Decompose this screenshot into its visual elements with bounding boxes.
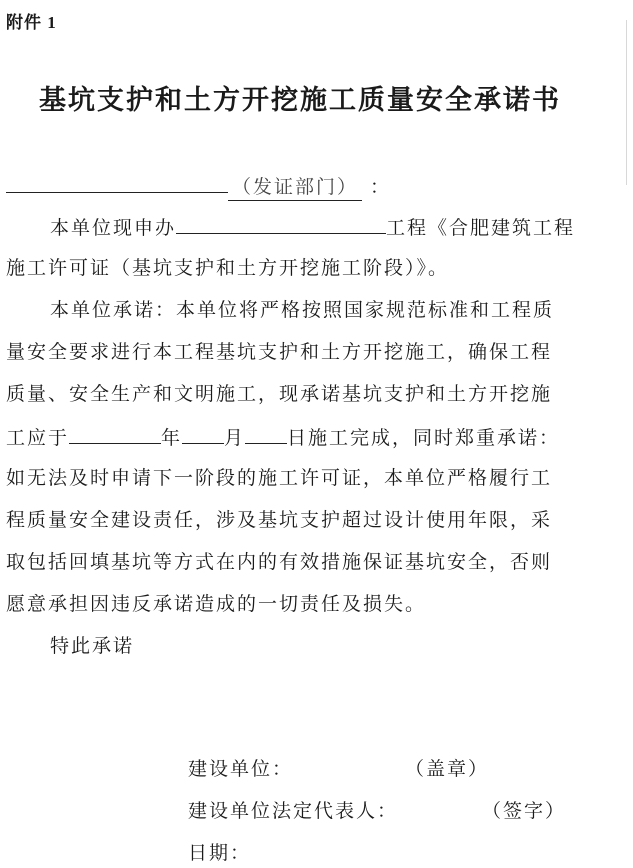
para2-line2: 量安全要求进行本工程基坑支护和土方开挖施工，确保工程	[6, 341, 553, 363]
document-title: 基坑支护和土方开挖施工质量安全承诺书	[39, 85, 561, 116]
day-blank	[245, 421, 287, 444]
date-label: 日期：	[188, 842, 252, 864]
para2-line1: 本单位承诺：本单位将严格按照国家规范标准和工程质	[50, 299, 555, 321]
year-blank	[69, 421, 161, 444]
project-name-blank	[176, 211, 386, 234]
para1-line2: 施工许可证（基坑支护和土方开挖施工阶段）》。	[6, 257, 450, 279]
closing-text: 特此承诺	[50, 635, 135, 657]
para1-text-a: 本单位现申办	[50, 217, 177, 239]
rep-label: 建设单位法定代表人：	[188, 800, 399, 822]
para2-line4-d: 日施工完成，同时郑重承诺：	[287, 427, 561, 449]
para2-line4-b: 年	[161, 427, 183, 449]
para1-line1	[50, 211, 633, 241]
para2-line6: 程质量安全建设责任，涉及基坑支护超过设计使用年限，采	[6, 509, 553, 531]
para2-line5: 如无法及时申请下一阶段的施工许可证，本单位严格履行工	[6, 467, 553, 489]
para2-line7: 取包括回填基坑等方式在内的有效措施保证基坑安全，否则	[6, 551, 553, 573]
unit-seal: （盖章）	[405, 758, 490, 780]
para2-line4-c: 月	[224, 427, 246, 449]
unit-label: 建设单位：	[188, 758, 294, 780]
page-edge-divider	[626, 20, 627, 185]
para2-line4	[6, 421, 596, 451]
attachment-label: 附件 1	[6, 13, 57, 32]
addressee-line	[6, 170, 596, 200]
para2-line4-a: 工应于	[6, 427, 70, 449]
month-blank	[182, 421, 224, 444]
para2-line3: 质量、安全生产和文明施工，现承诺基坑支护和土方开挖施	[6, 383, 553, 405]
rep-sign: （签字）	[482, 800, 567, 822]
para2-line8: 愿意承担因违反承诺造成的一切责任及损失。	[6, 593, 427, 615]
para1-text-b: 工程《合肥建筑工程	[386, 217, 576, 239]
dept-placeholder: （发证部门）	[228, 174, 362, 201]
dept-blank	[6, 170, 228, 193]
addressee-colon: ：	[370, 176, 392, 198]
